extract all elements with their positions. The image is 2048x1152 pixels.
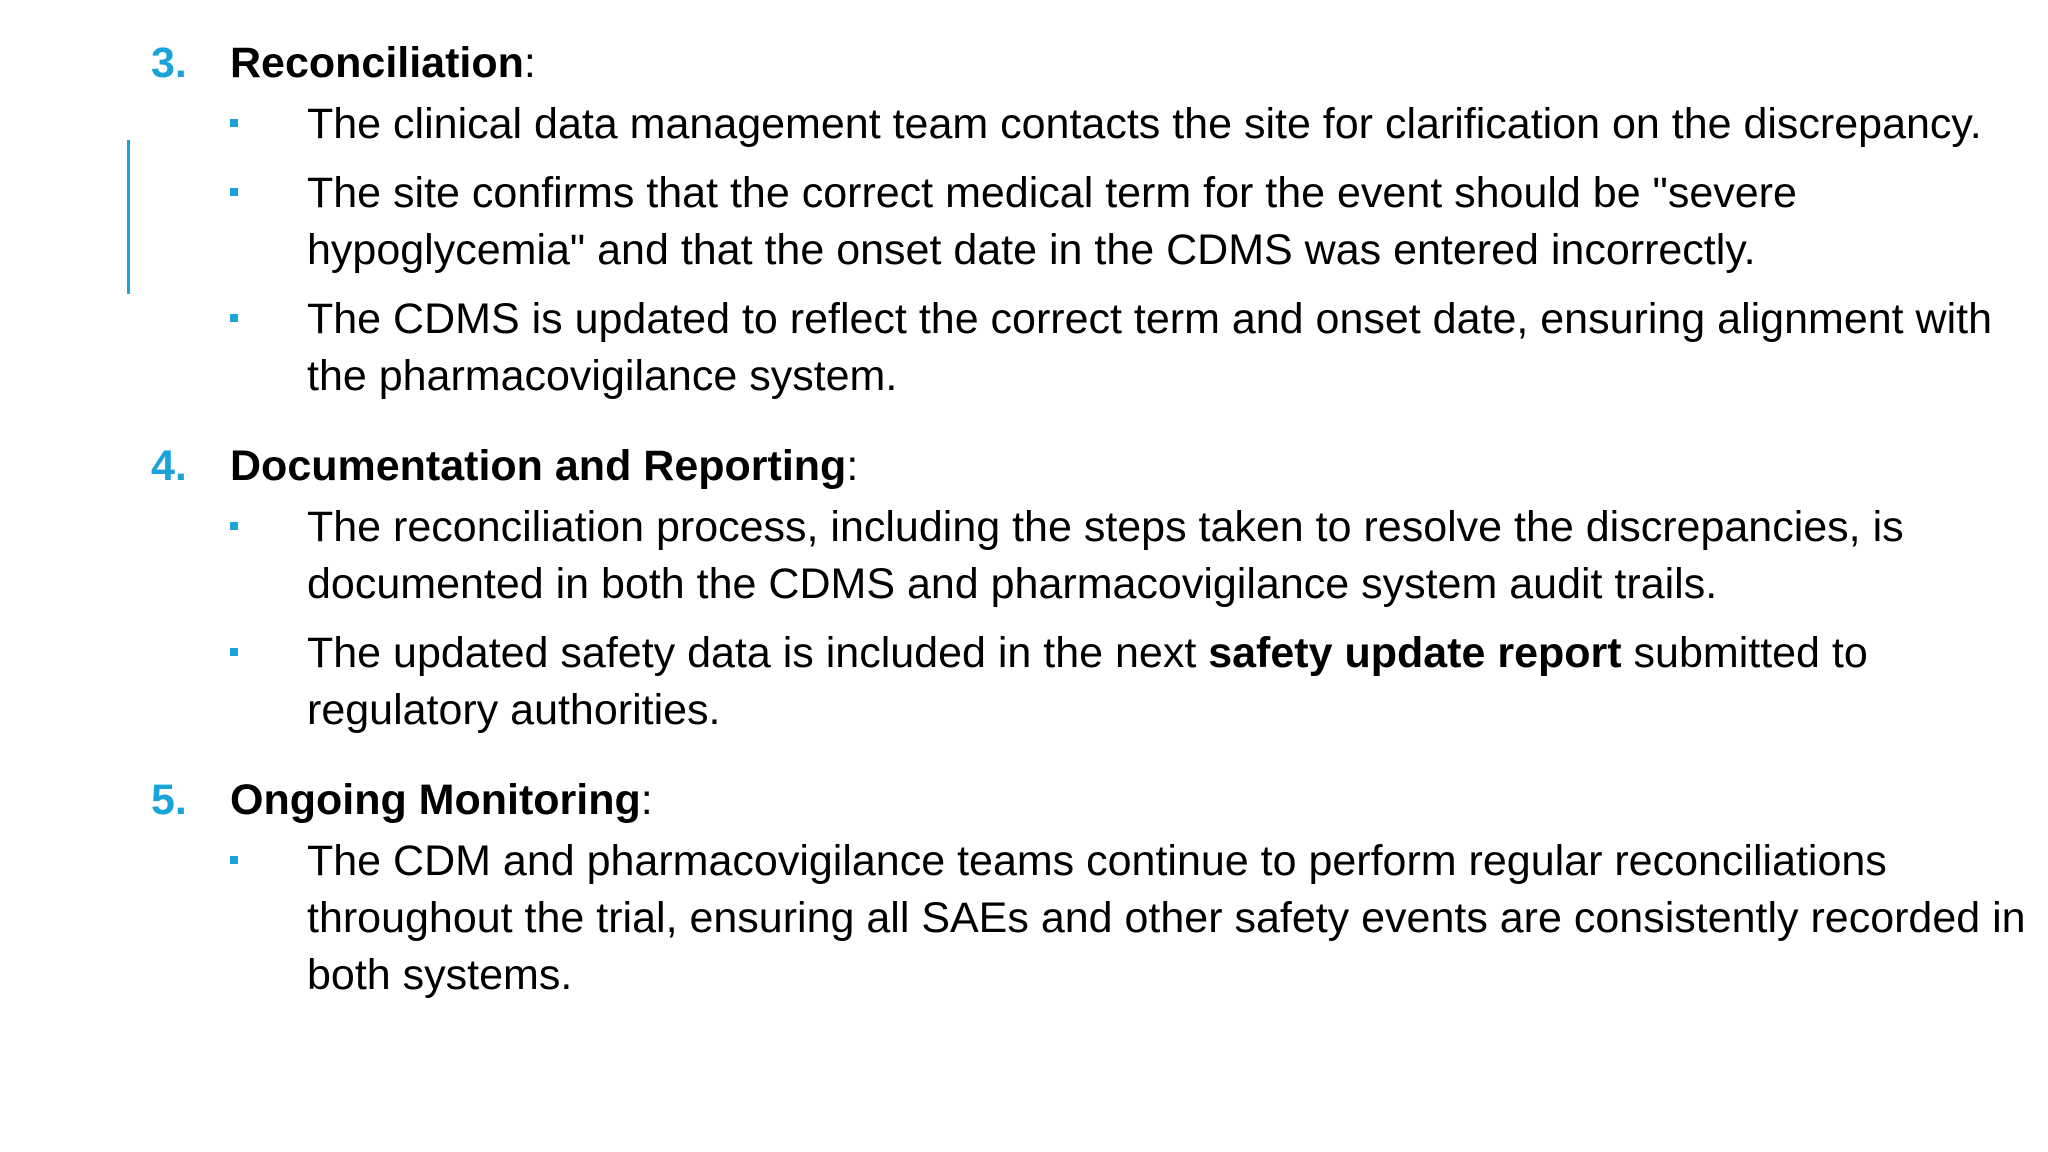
bullet-item (0, 499, 2048, 613)
bullet-item (0, 625, 2048, 739)
section-number: 5. (151, 776, 187, 824)
bullet-text-bold: safety update report (1208, 629, 1622, 677)
square-bullet-icon (230, 188, 238, 196)
section-title (230, 433, 858, 499)
bullet-item (0, 291, 2048, 405)
section-title-text: Reconciliation (230, 39, 524, 87)
section-title (230, 767, 653, 833)
bullet-text: The reconciliation process, including the steps taken to resolve the discrepancies, is documented in both the CDMS and pharmacovigilance system audit trails. (307, 503, 1904, 608)
bullet-item (0, 96, 2048, 153)
section-heading (0, 30, 2048, 96)
bullet-text: The CDMS is updated to reflect the correct term and onset date, ensuring alignment with the pharmacovigilance system. (307, 295, 1993, 400)
section-ongoing-monitoring (0, 767, 2048, 1004)
section-title (230, 30, 536, 96)
bullet-item (0, 833, 2048, 1004)
bullet-item (0, 165, 2048, 279)
bullet-text: The site confirms that the correct medical term for the event should be "severe hypoglycemia" and that the onset date in the CDMS was entered incorrectly. (307, 169, 1797, 274)
section-title-text: Ongoing Monitoring (230, 776, 641, 824)
bullet-text-before: The updated safety data is included in the next (307, 629, 1209, 677)
bullet-text: The clinical data management team contacts the site for clarification on the discrepancy. (307, 100, 1982, 148)
section-title-text: Documentation and Reporting (230, 442, 847, 490)
section-reconciliation (0, 30, 2048, 405)
square-bullet-icon (230, 522, 238, 530)
bullet-text (307, 625, 2027, 739)
section-number: 4. (151, 442, 187, 490)
section-number: 3. (151, 39, 187, 87)
section-title-colon: : (523, 39, 536, 87)
section-title-colon: : (846, 442, 859, 490)
square-bullet-icon (230, 856, 238, 864)
section-heading (0, 767, 2048, 833)
square-bullet-icon (230, 119, 238, 127)
square-bullet-icon (230, 648, 238, 656)
section-heading (0, 433, 2048, 499)
section-documentation-reporting (0, 433, 2048, 739)
square-bullet-icon (230, 314, 238, 322)
section-title-colon: : (640, 776, 653, 824)
bullet-text-after: submitted to regulatory authorities. (307, 629, 1868, 734)
bullet-text: The CDM and pharmacovigilance teams continue to perform regular reconciliations throughout the trial, ensuring all SAEs and other safety events are consistently recorded in both systems. (307, 837, 2026, 999)
slide-content (0, 30, 2048, 1032)
